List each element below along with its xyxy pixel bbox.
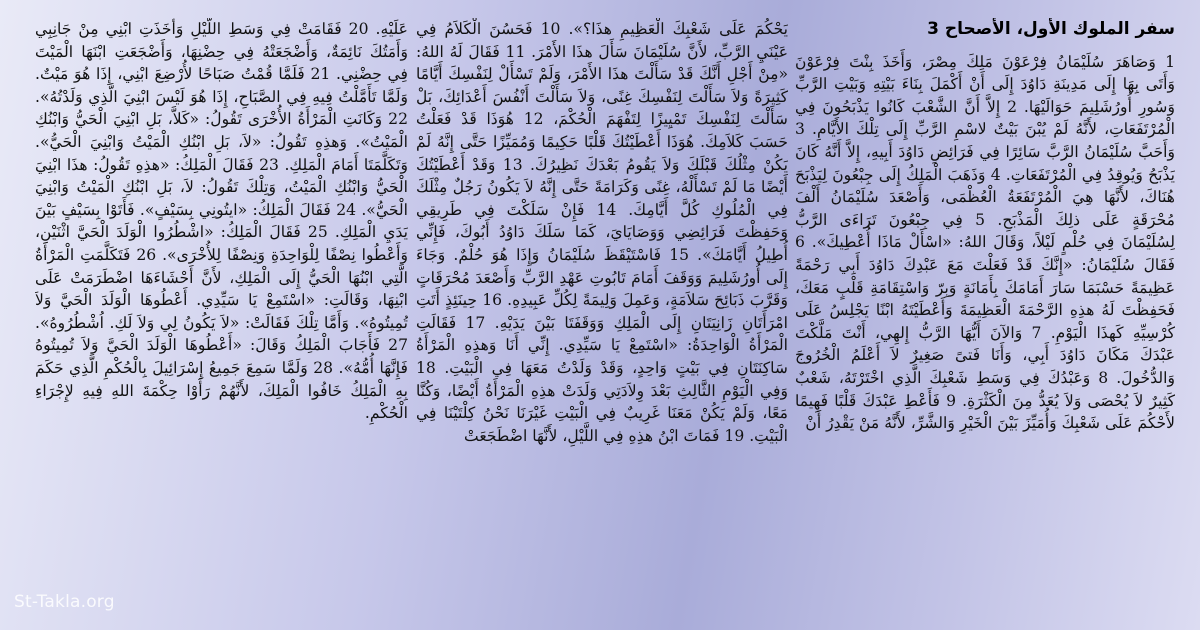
verses-column-middle: يَحْكُمَ عَلَى شَعْبِكَ الْعَظِيمِ هذَا؟». 10 فَحَسُنَ الْكَلاَمُ فِي عَيْنَيِ الرَّبِّ، لأَنَّ سُلَيْمَانَ سَأَلَ هذَا الأَمْرَ. 11 فَقَالَ لَهُ اللهُ: «مِنْ أَجْلِ أَنَّكَ قَدْ سَأَلْتَ هذَا الأَمْرَ، وَلَمْ تَسْأَلْ لِنَفْسِكَ أَيَّامًا كَثِيرَةً وَلاَ سَأَلْتَ لِنَفْسِكَ غِنًى، وَلاَ سَأَلْتَ أَنْفُسَ أَعْدَائِكَ، بَلْ سَأَلْتَ لِنَفْسِكَ تَمْيِيزًا لِتَفْهَمَ الْحُكْمَ، 12 هُوَذَا قَدْ فَعَلْتُ حَسَبَ كَلاَمِكَ. هُوَذَا أَعْطَيْتُكَ قَلْبًا حَكِيمًا وَمُمَيِّزًا حَتَّى إِنَّهُ لَمْ يَكُنْ مِثْلُكَ قَبْلَكَ وَلاَ يَقُومُ بَعْدَكَ نَظِيرُكَ. 13 وَقَدْ أَعْطَيْتُكَ أَيْضًا مَا لَمْ تَسْأَلْهُ، غِنًى وَكَرَامَةً حَتَّى إِنَّهُ لاَ يَكُونُ رَجُلٌ مِثْلَكَ فِي الْمُلُوكِ كُلَّ أَيَّامِكَ. 14 فَإِنْ سَلَكْتَ فِي طَرِيقِي وَحَفِظْتَ فَرَائِضِي وَوَصَايَايَ، كَمَا سَلَكَ دَاوُدُ أَبُوكَ، فَإِنِّي أُطِيلُ أَيَّامَكَ». 15 فَاسْتَيْقَظَ سُلَيْمَانُ وَإِذَا هُوَ حُلْمٌ. وَجَاءَ إِلَى أُورُشَلِيمَ وَوَقَفَ أَمَامَ تَابُوتِ عَهْدِ الرَّبِّ وَأَصْعَدَ مُحْرَقَاتٍ وَقَرَّبَ ذَبَائِحَ سَلاَمَةٍ، وَعَمِلَ وَلِيمَةً لِكُلِّ عَبِيدِهِ. 16 حِينَئِذٍ أَتَتِ امْرَأَتَانِ زَانِيَتَانِ إِلَى الْمَلِكِ وَوَقَفَتَا بَيْنَ يَدَيْهِ. 17 فَقَالَتِ الْمَرْأَةُ الْوَاحِدَةُ: «اسْتَمِعْ يَا سَيِّدِي. إِنِّي أَنَا وَهذِهِ الْمَرْأَةُ سَاكِنَتَانِ فِي بَيْتٍ وَاحِدٍ، وَقَدْ وَلَدْتُ مَعَهَا فِي الْبَيْتِ. 18 وَفِي الْيَوْمِ الثَّالِثِ بَعْدَ وِلاَدَتِي وَلَدَتْ هذِهِ الْمَرْأَةُ أَيْضًا، وَكُنَّا مَعًا، وَلَمْ يَكُنْ مَعَنَا غَرِيبٌ فِي الْبَيْتِ غَيْرَنَا نَحْنُ كِلْتَيْنَا فِي الْبَيْتِ. 19 فَمَاتَ ابْنُ هذِهِ فِي اللَّيْلِ، لأَنَّهَا اضْطَجَعَتْ	[416, 20, 788, 445]
site-watermark: St-Takla.org	[14, 592, 115, 612]
verses-column-left: عَلَيْهِ. 20 فَقَامَتْ فِي وَسَطِ اللَّيْلِ وَأَخَذَتِ ابْنِي مِنْ جَانِبِي وَأَمَتُكَ نَائِمَةٌ، وَأَضْجَعَتْهُ فِي حِضْنِهَا، وَأَضْجَعَتِ ابْنَهَا الْمَيْتَ فِي حِضْنِي. 21 فَلَمَّا قُمْتُ صَبَاحًا لأُرْضِعَ ابْنِي، إِذَا هُوَ مَيْتٌ. وَلَمَّا تَأَمَّلْتُ فِيهِ فِي الصَّبَاحِ، إِذَا هُوَ لَيْسَ ابْنِيَ الَّذِي وَلَدْتُهُ». 22 وَكَانَتِ الْمَرْأَةُ الأُخْرَى تَقُولُ: «كَلاَّ، بَلِ ابْنِيَ الْحَيُّ وَابْنُكِ الْمَيْتُ». وَهذِهِ تَقُولُ: «لاَ، بَلِ ابْنُكِ الْمَيْتُ وَابْنِيَ الْحَيُّ». وَتَكَلَّمَتَا أَمَامَ الْمَلِكِ. 23 فَقَالَ الْمَلِكُ: «هذِهِ تَقُولُ: هذَا ابْنِيَ الْحَيُّ وَابْنُكِ الْمَيْتُ، وَتِلْكَ تَقُولُ: لاَ، بَلِ ابْنُكِ الْمَيْتُ وَابْنِيَ الْحَيُّ». 24 فَقَالَ الْمَلِكُ: «ايتُونِي بِسَيْفٍ». فَأَتَوْا بِسَيْفٍ بَيْنَ يَدَيِ الْمَلِكِ. 25 فَقَالَ الْمَلِكُ: «اشْطُرُوا الْوَلَدَ الْحَيَّ اثْنَيْنِ، وَأَعْطُوا نِصْفًا لِلْوَاحِدَةِ وَنِصْفًا لِلأُخْرَى». 26 فَتَكَلَّمَتِ الْمَرْأَةُ الَّتِي ابْنُهَا الْحَيُّ إِلَى الْمَلِكِ، لأَنَّ أَحْشَاءَهَا اضْطَرَمَتْ عَلَى ابْنِهَا، وَقَالَتِ: «اسْتَمِعْ يَا سَيِّدِي. أَعْطُوهَا الْوَلَدَ الْحَيَّ وَلاَ تُمِيتُوهُ». وَأَمَّا تِلْكَ فَقَالَتْ: «لاَ يَكُونُ لِي وَلاَ لَكِ. اُشْطُرُوهُ». 27 فَأَجَابَ الْمَلِكُ وَقَالَ: «أَعْطُوهَا الْوَلَدَ الْحَيَّ وَلاَ تُمِيتُوهُ فَإِنَّهَا أُمُّهُ». 28 وَلَمَّا سَمِعَ جَمِيعُ إِسْرَائِيلَ بِالْحُكْمِ الَّذِي حَكَمَ بِهِ الْمَلِكُ خَافُوا الْمَلِكَ، لأَنَّهُمْ رَأَوْا حِكْمَةَ اللهِ فِيهِ لإِجْرَاءِ الْحُكْمِ.	[35, 20, 408, 423]
text-column-right	[795, 18, 1175, 618]
text-column-middle	[416, 18, 788, 618]
text-column-left	[35, 18, 408, 618]
chapter-title: سفر الملوك الأول، الأصحاح 3	[927, 19, 1175, 39]
verses-column-right: 1 وَصَاهَرَ سُلَيْمَانُ فِرْعَوْنَ مَلِكَ مِصْرَ، وَأَخَذَ بِنْتَ فِرْعَوْنَ وَأَتَى بِهَا إِلَى مَدِينَةِ دَاوُدَ إِلَى أَنْ أَكْمَلَ بِنَاءَ بَيْتِهِ وَبَيْتِ الرَّبِّ وَسُورِ أُورُشَلِيمَ حَوَالَيْهَا. 2 إِلاَّ أَنَّ الشَّعْبَ كَانُوا يَذْبَحُونَ فِي الْمُرْتَفَعَاتِ، لأَنَّهُ لَمْ يُبْنَ بَيْتٌ لاسْمِ الرَّبِّ إِلَى تِلْكَ الأَيَّامِ. 3 وَأَحَبَّ سُلَيْمَانُ الرَّبَّ سَائِرًا فِي فَرَائِضِ دَاوُدَ أَبِيهِ، إِلاَّ أَنَّهُ كَانَ يَذْبَحُ وَيُوقِدُ فِي الْمُرْتَفَعَاتِ. 4 وَذَهَبَ الْمَلِكُ إِلَى جِبْعُونَ لِيَذْبَحَ هُنَاكَ، لأَنَّهَا هِيَ الْمُرْتَفَعَةُ الْعُظْمَى، وَأَصْعَدَ سُلَيْمَانُ أَلْفَ مُحْرَقَةٍ عَلَى ذلِكَ الْمَذْبَحِ. 5 فِي جِبْعُونَ تَرَاءَى الرَّبُّ لِسُلَيْمَانَ فِي حُلْمٍ لَيْلاً، وَقَالَ اللهُ: «اسْأَلْ مَاذَا أُعْطِيكَ». 6 فَقَالَ سُلَيْمَانُ: «إِنَّكَ قَدْ فَعَلْتَ مَعَ عَبْدِكَ دَاوُدَ أَبِي رَحْمَةً عَظِيمَةً حَسْبَمَا سَارَ أَمَامَكَ بِأَمَانَةٍ وَبِرّ وَاسْتِقَامَةِ قَلْبٍ مَعَكَ، فَحَفِظْتَ لَهُ هذِهِ الرَّحْمَةَ الْعَظِيمَةَ وَأَعْطَيْتَهُ ابْنًا يَجْلِسُ عَلَى كُرْسِيِّهِ كَهذَا الْيَوْمِ. 7 وَالآنَ أَيُّهَا الرَّبُّ إِلهِي، أَنْتَ مَلَّكْتَ عَبْدَكَ مَكَانَ دَاوُدَ أَبِي، وَأَنَا فَتىً صَغِيرٌ لاَ أَعْلَمُ الْخُرُوجَ وَالدُّخُولَ. 8 وَعَبْدُكَ فِي وَسَطِ شَعْبِكَ الَّذِي اخْتَرْتَهُ، شَعْبٌ كَثِيرٌ لاَ يُحْصَى وَلاَ يُعَدُّ مِنَ الْكَثْرَةِ. 9 فَأَعْطِ عَبْدَكَ قَلْبًا فَهِيمًا لأَحْكُمَ عَلَى شَعْبِكَ وَأُمَيِّزَ بَيْنَ الْخَيْرِ وَالشَّرِّ، لأَنَّهُ مَنْ يَقْدِرُ أَنْ	[795, 52, 1175, 433]
